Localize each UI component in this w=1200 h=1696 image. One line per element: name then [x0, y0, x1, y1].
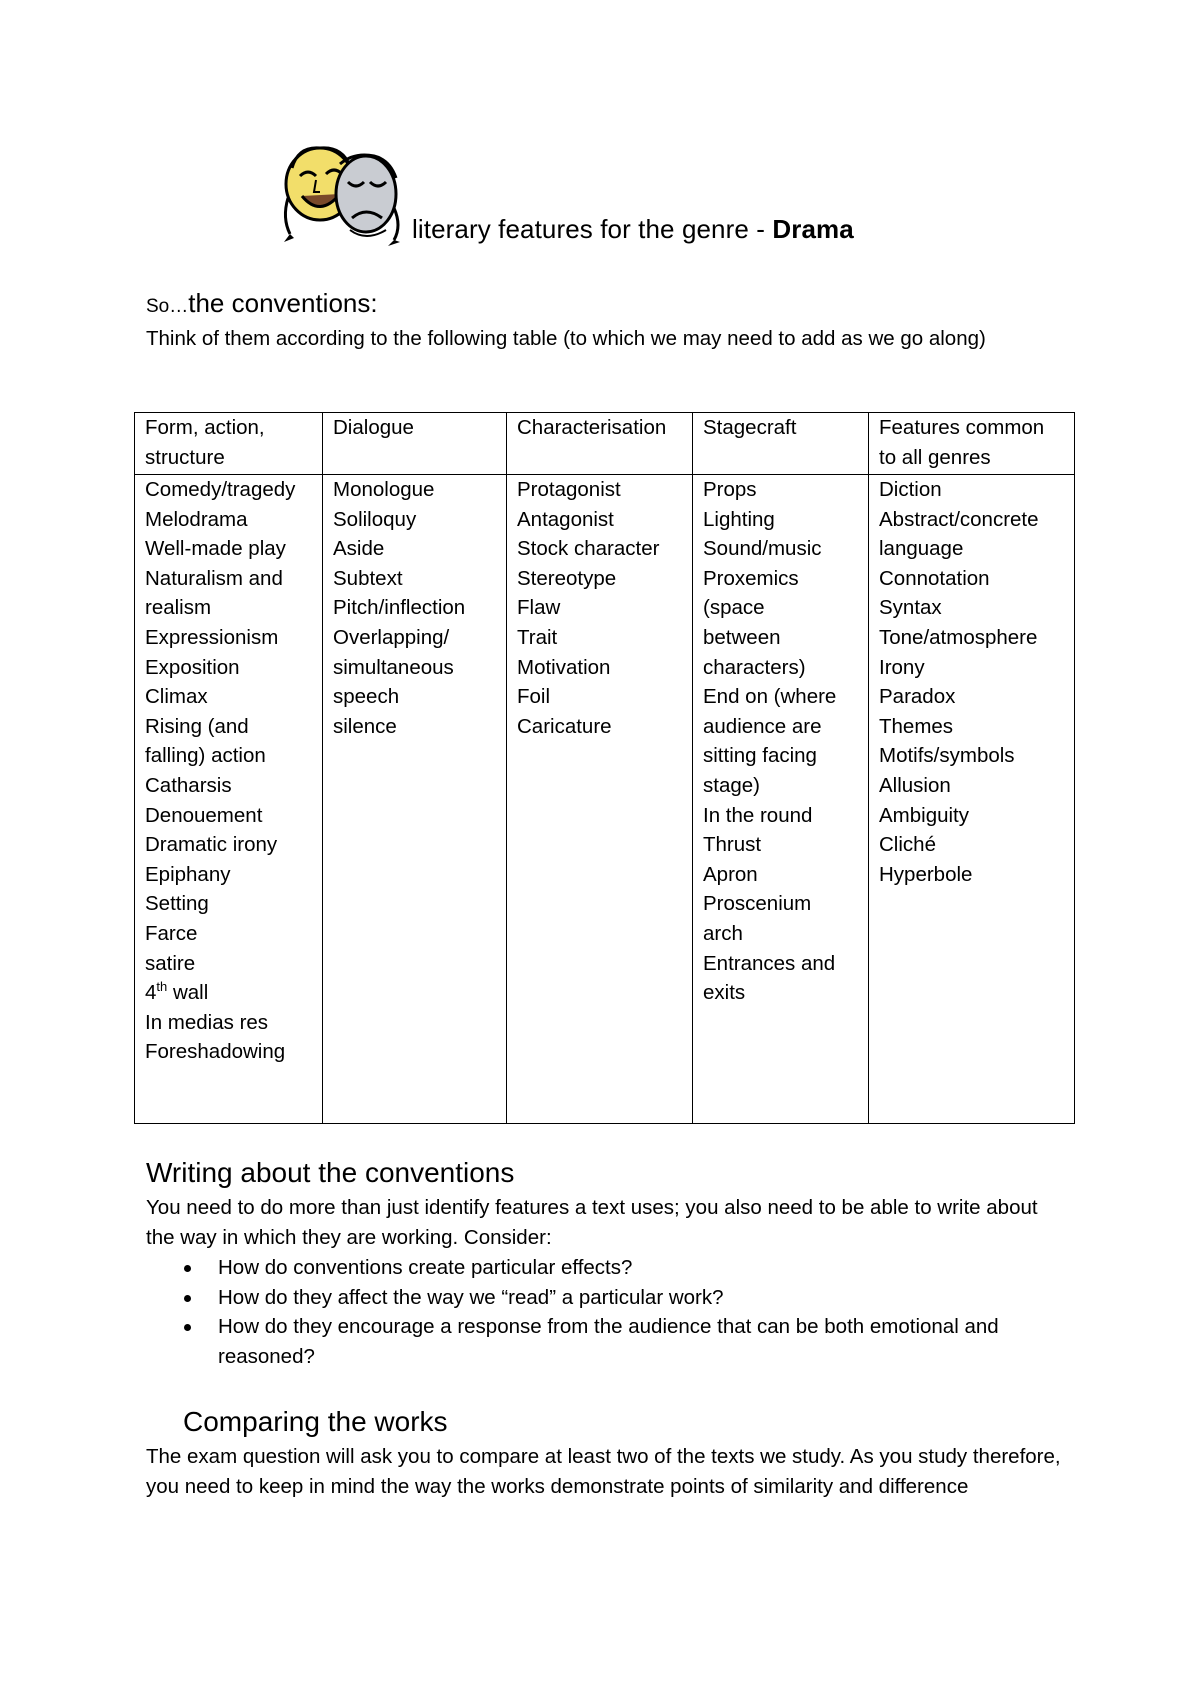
- table-cell-item: Pitch/inflection: [333, 596, 466, 620]
- writing-heading: Writing about the conventions: [146, 1157, 515, 1188]
- header-form-action-structure: Form, action, structure: [135, 413, 323, 475]
- table-cell-item: Props: [703, 478, 757, 501]
- table-cell-item: Naturalism and: [145, 566, 283, 590]
- table-cell-item: Motifs/symbols: [879, 744, 1015, 768]
- table-cell-item: language: [879, 537, 964, 561]
- table-cell-item: Protagonist: [517, 478, 621, 501]
- table-body-row: [135, 475, 1075, 1124]
- table-cell-item: sitting facing: [703, 744, 817, 768]
- column-form-action-structure: [135, 475, 323, 1124]
- table-cell-item: stage): [703, 773, 760, 797]
- header-stagecraft: Stagecraft: [693, 413, 869, 475]
- bullet-icon: [184, 1265, 191, 1272]
- table-cell-item: Caricature: [517, 714, 612, 738]
- table-cell-item: 4th wall: [145, 979, 209, 1005]
- table-cell-item: Climax: [145, 685, 208, 709]
- table-cell-item: audience are: [703, 714, 822, 738]
- table-cell-item: Motivation: [517, 655, 611, 679]
- table-cell-item: Lighting: [703, 507, 775, 531]
- table-cell-item: Subtext: [333, 566, 403, 590]
- column-stagecraft: [693, 475, 869, 1124]
- table-cell-item: Sound/music: [703, 537, 822, 561]
- column-dialogue: [323, 475, 507, 1124]
- table-cell-item: realism: [145, 596, 212, 620]
- table-cell-item: Stereotype: [517, 566, 617, 590]
- header-features-common: Features common to all genres: [869, 413, 1075, 475]
- header-characterisation: Characterisation: [507, 413, 693, 475]
- table-cell-item: Paradox: [879, 685, 956, 709]
- table-cell-item: Cliché: [879, 833, 936, 857]
- writing-bullet-list: [146, 1253, 1056, 1371]
- table-cell-item: Flaw: [517, 596, 561, 620]
- table-cell-item: Rising (and: [145, 714, 249, 738]
- table-cell-item: Soliloquy: [333, 507, 417, 531]
- table-cell-item: In medias res: [145, 1010, 269, 1034]
- writing-text: You need to do more than just identify features a text uses; you also need to be able to write about the way in which they are working. Consider:: [146, 1196, 1038, 1249]
- table-cell-item: satire: [145, 951, 196, 975]
- table-cell-item: Stock character: [517, 537, 660, 561]
- title-row: [278, 138, 1078, 248]
- column-features-common: [869, 475, 1075, 1124]
- table-cell-item: Aside: [333, 537, 385, 561]
- list-item: How do they affect the way we “read” a particular work?: [146, 1283, 1056, 1313]
- table-cell-item: arch: [703, 921, 743, 945]
- table-cell-item: Connotation: [879, 566, 990, 590]
- table-header-row: [135, 413, 1075, 475]
- table-cell-item: characters): [703, 655, 806, 679]
- table-cell-item: Epiphany: [145, 862, 231, 886]
- table-cell-item: Overlapping/: [333, 625, 450, 649]
- table-cell-item: Entrances and: [703, 951, 836, 975]
- list-item: How do they encourage a response from the audience that can be both emotional and reasoned?: [146, 1312, 1056, 1371]
- theatre-masks-icon: [278, 138, 404, 248]
- table-cell-item: Apron: [703, 862, 758, 886]
- table-cell-item: Proxemics: [703, 566, 799, 590]
- table-cell-item: Setting: [145, 892, 209, 916]
- comparing-heading: Comparing the works: [183, 1406, 448, 1437]
- table-cell-item: Syntax: [879, 596, 942, 620]
- table-cell-item: Abstract/concrete: [879, 507, 1039, 531]
- table-cell-item: between: [703, 625, 781, 649]
- table-cell-item: Farce: [145, 921, 198, 945]
- table-cell-item: Hyperbole: [879, 862, 973, 886]
- table-cell-item: In the round: [703, 803, 813, 827]
- table-cell-item: Themes: [879, 714, 954, 738]
- table-cell-item: Catharsis: [145, 773, 232, 797]
- conventions-table: [134, 412, 1075, 1124]
- table-cell-item: Expressionism: [145, 625, 279, 649]
- table-cell-item: Foil: [517, 685, 551, 709]
- table-cell-item: Monologue: [333, 478, 435, 501]
- table-cell-item: Ambiguity: [879, 803, 970, 827]
- table-cell-item: silence: [333, 714, 397, 738]
- table-cell-item: Denouement: [145, 803, 263, 827]
- page-title: literary features for the genre - Drama: [412, 214, 854, 244]
- table-cell-item: Tone/atmosphere: [879, 625, 1038, 649]
- table-cell-item: Comedy/tragedy: [145, 478, 296, 501]
- bullet-icon: [184, 1324, 191, 1331]
- column-characterisation: [507, 475, 693, 1124]
- table-cell-item: Foreshadowing: [145, 1040, 286, 1064]
- table-cell-item: Trait: [517, 625, 558, 649]
- table-cell-item: Proscenium: [703, 892, 812, 916]
- intro-text: Think of them according to the following table (to which we may need to add as we go along): [146, 327, 986, 350]
- table-cell-item: End on (where: [703, 685, 837, 709]
- comparing-text: The exam question will ask you to compare at least two of the texts we study. As you study therefore, you need to keep in mind the way the works demonstrate points of similarity and difference: [146, 1445, 1061, 1498]
- table-cell-item: Thrust: [703, 833, 762, 857]
- table-cell-item: speech: [333, 685, 400, 709]
- table-cell-item: Diction: [879, 478, 942, 501]
- list-item: How do conventions create particular effects?: [146, 1253, 1056, 1283]
- table-cell-item: Melodrama: [145, 507, 248, 531]
- header-dialogue: Dialogue: [323, 413, 507, 475]
- table-cell-item: simultaneous: [333, 655, 454, 679]
- table-cell-item: falling) action: [145, 744, 266, 768]
- bullet-icon: [184, 1295, 191, 1302]
- table-cell-item: Exposition: [145, 655, 240, 679]
- table-cell-item: Well-made play: [145, 537, 286, 561]
- table-cell-item: Dramatic irony: [145, 833, 278, 857]
- table-cell-item: exits: [703, 981, 746, 1005]
- table-cell-item: Allusion: [879, 773, 951, 797]
- table-cell-item: Antagonist: [517, 507, 614, 531]
- table-cell-item: (space: [703, 596, 765, 620]
- conventions-heading: So…the conventions:: [146, 288, 378, 318]
- table-cell-item: Irony: [879, 655, 925, 679]
